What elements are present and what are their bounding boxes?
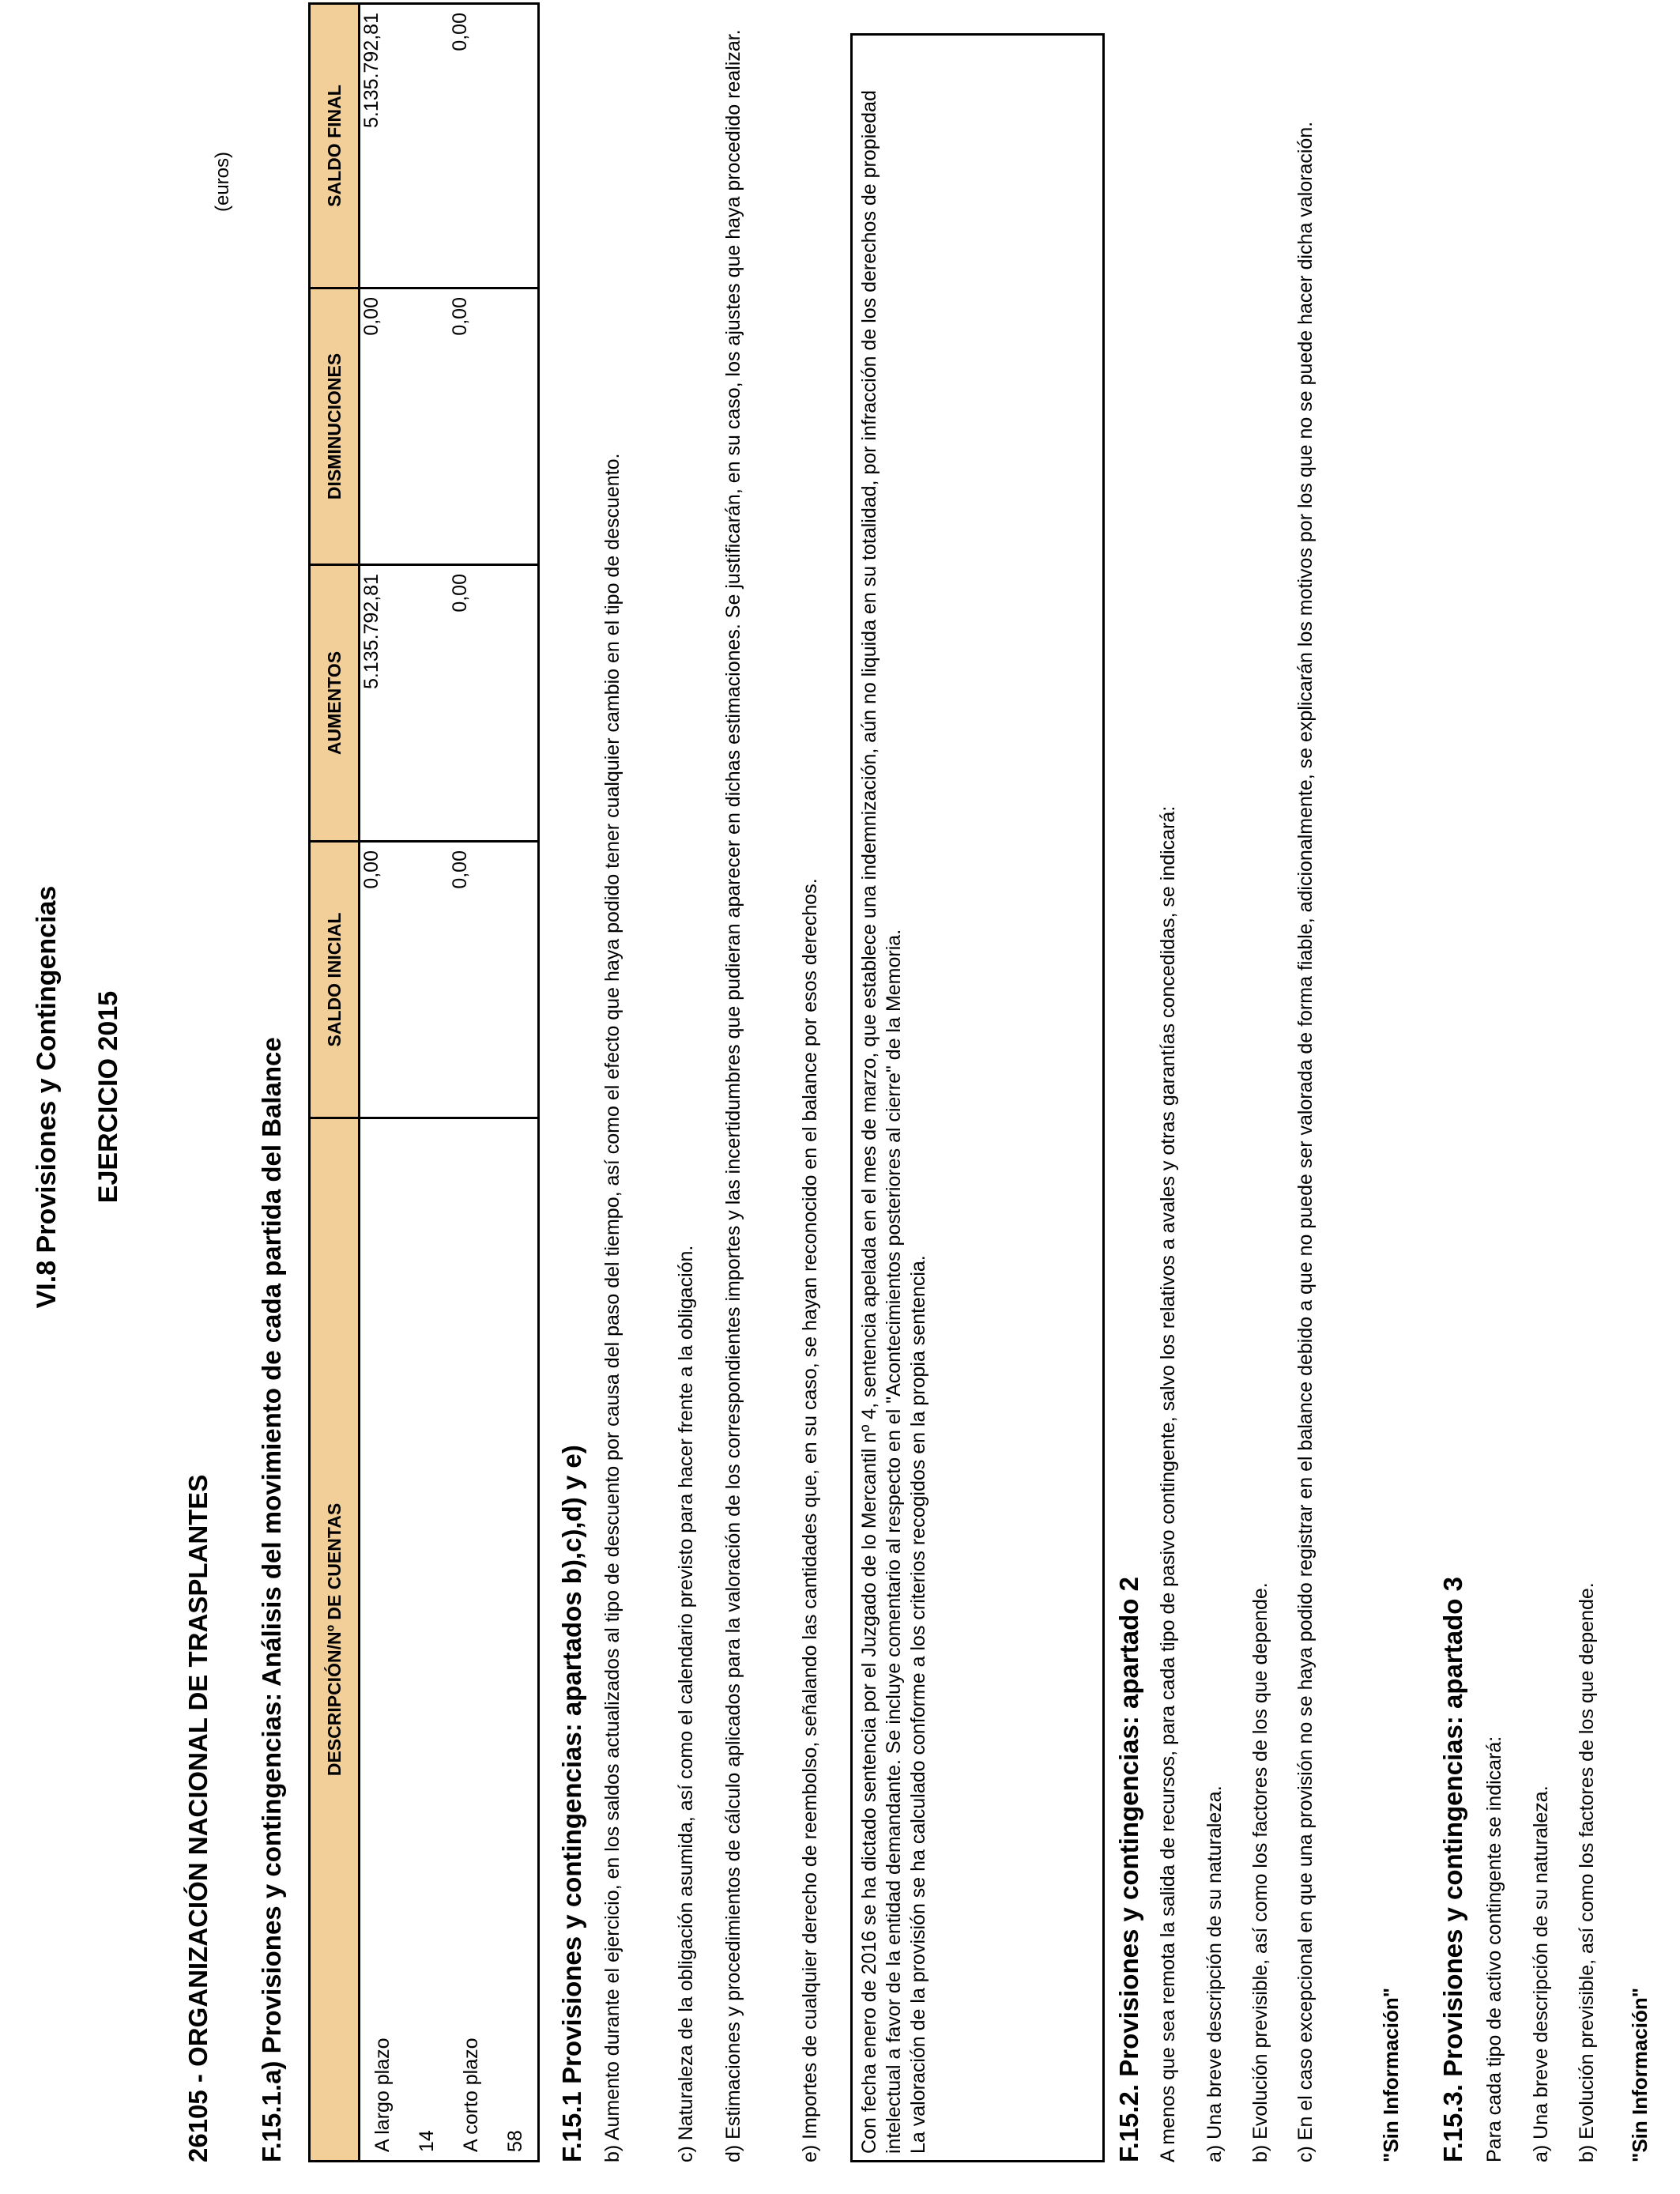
section-f151-title: F.15.1 Provisiones y contingencias: apartados b),c),d) y e): [557, 1445, 586, 2162]
f153-note: "Sin Información": [1628, 1987, 1652, 2162]
f151-item-e: e) Importes de cualquier derecho de reembolso, señalando las cantidades que, en su caso, se hayan reconocido en el balance por esos derechos.: [799, 878, 821, 2162]
row-description: A largo plazo: [371, 2038, 394, 2152]
f153-item-b: b) Evolución previsible, así como los factores de los que depende.: [1576, 1582, 1598, 2162]
cell-saldo-inicial: 0,00: [449, 842, 539, 1118]
col-header-description: DESCRIPCIÓN/Nº DE CUENTAS: [310, 1118, 360, 2162]
comment-paragraph: La valoración de la provisión se ha calculado conforme a los criterios recogidos en la propia sentencia.: [907, 1255, 929, 2154]
cell-aumentos: 5.135.792,81: [360, 565, 450, 842]
col-header-saldo-inicial: SALDO INICIAL: [310, 842, 360, 1118]
table-header-row: [310, 4, 360, 2162]
col-header-saldo-final: SALDO FINAL: [310, 4, 360, 288]
table-row: [449, 4, 539, 2162]
currency-note: (euros): [212, 151, 233, 212]
row-description-cell: [360, 1118, 450, 2162]
row-account: 14: [416, 2130, 438, 2152]
f151-item-b: b) Aumento durante el ejercicio, en los saldos actualizados al tipo de descuento por causa del paso del tiempo, así como el efecto que haya podido tener cualquier cambio en el tipo de descuento.: [601, 453, 623, 2162]
f153-item-a: a) Una breve descripción de su naturaleza.: [1530, 1785, 1552, 2162]
fiscal-year: EJERCICIO 2015: [93, 990, 123, 1204]
section-f153-title: F.15.3. Provisiones y contingencias: apartado 3: [1438, 1577, 1467, 2162]
cell-saldo-final: 5.135.792,81: [360, 4, 450, 288]
cell-aumentos: 0,00: [449, 565, 539, 842]
col-header-disminuciones: DISMINUCIONES: [310, 288, 360, 565]
f151-comment-box: [850, 33, 1105, 2162]
section-f152-title: F.15.2. Provisiones y contingencias: apartado 2: [1114, 1577, 1143, 2162]
cell-saldo-inicial: 0,00: [360, 842, 450, 1118]
section-f151a-title: F.15.1.a) Provisiones y contingencias: Análisis del movimiento de cada partida del Balance: [257, 1037, 286, 2162]
f151-item-d: d) Estimaciones y procedimientos de cálculo aplicados para la valoración de los correspondientes importes y las incertidumbres que pudieran aparecer en dichas estimaciones. Se justificarán, en su caso, los ajustes que haya procedido realizar.: [722, 29, 744, 2162]
f152-note: "Sin Información": [1379, 1987, 1403, 2162]
cell-saldo-final: 0,00: [449, 4, 539, 288]
provisions-movement-table: [308, 2, 540, 2162]
f152-intro: A menos que sea remota la salida de recursos, para cada tipo de pasivo contingente, salvo los relativos a avales y otras garantías concedidas, se indicará:: [1157, 805, 1179, 2162]
table-row: [360, 4, 450, 2162]
f152-item-a: a) Una breve descripción de su naturaleza.: [1203, 1785, 1226, 2162]
col-header-aumentos: AUMENTOS: [310, 565, 360, 842]
row-description: A corto plazo: [460, 2038, 482, 2152]
row-description-cell: [449, 1118, 539, 2162]
document-title: VI.8 Provisiones y Contingencias: [32, 885, 62, 1309]
comment-paragraph: Con fecha enero de 2016 se ha dictado sentencia por el Juzgado de lo Mercantil nº 4, sentencia apelada en el mes de marzo, que establece una indemnización, aún no liquida en su totalidad, por infracción de los derechos de propiedad intelectual a favor de la entidad demandante. Se incluye comentario al respecto en el "Acontecimientos posteriores al cierre" de la Memoria.: [858, 90, 905, 2154]
f151-item-c: c) Naturaleza de la obligación asumida, así como el calendario previsto para hacer frente a la obligación.: [675, 1245, 697, 2162]
f152-item-b: b) Evolución previsible, así como los factores de los que depende.: [1249, 1582, 1271, 2162]
row-account: 58: [504, 2130, 526, 2152]
cell-disminuciones: 0,00: [449, 288, 539, 565]
cell-disminuciones: 0,00: [360, 288, 450, 565]
f153-intro: Para cada tipo de activo contingente se indicará:: [1483, 1736, 1505, 2162]
f152-item-c: c) En el caso excepcional en que una provisión no se haya podido registrar en el balance debido a que no puede ser valorada de forma fiable, adicionalmente, se explicarán los motivos por los que no se puede hacer dicha valoración.: [1294, 121, 1317, 2162]
organization-heading: 26105 - ORGANIZACIÓN NACIONAL DE TRASPLANTES: [183, 1474, 213, 2162]
